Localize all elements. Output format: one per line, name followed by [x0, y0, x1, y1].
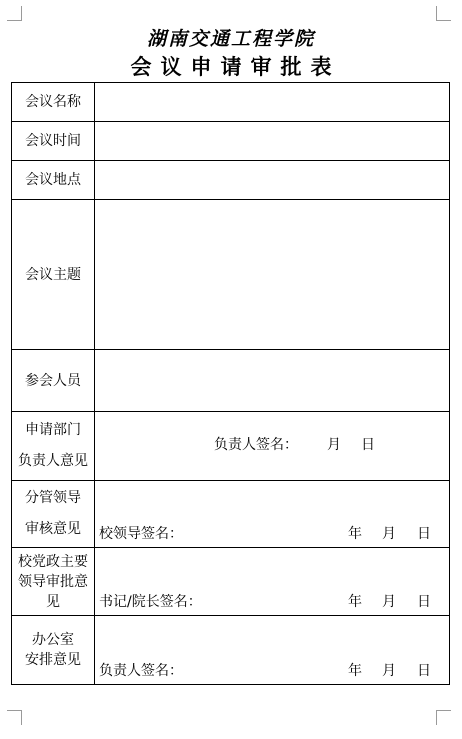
crop-mark-bottom-right — [436, 710, 451, 725]
form-title: 会议申请审批表 — [130, 55, 341, 79]
label-leader-review — [12, 481, 95, 548]
row-principal-approval — [12, 548, 450, 616]
school-name: 湖南交通工程学院 — [146, 28, 315, 50]
crop-mark-bottom-left — [7, 710, 22, 725]
label-principal-approval-line1: 校党政主要 — [18, 553, 88, 570]
leader-day-label: 日 — [417, 526, 431, 542]
field-attendees[interactable] — [95, 350, 450, 412]
label-leader-review-line1: 分管领导 — [25, 490, 81, 506]
label-office-arrangement-line2: 安排意见 — [25, 652, 81, 668]
label-principal-approval — [12, 548, 95, 616]
leader-signature-label: 校领导签名： — [99, 526, 183, 542]
label-leader-review-line2: 审核意见 — [25, 521, 81, 537]
row-office-arrangement — [12, 616, 450, 685]
row-attendees — [12, 350, 450, 412]
field-meeting-place[interactable] — [95, 161, 450, 200]
application-form-table — [11, 82, 450, 685]
crop-mark-top-right — [436, 6, 451, 21]
field-meeting-topic[interactable] — [95, 200, 450, 350]
field-office-arrangement[interactable] — [95, 616, 450, 685]
office-year-label: 年 — [348, 663, 362, 679]
field-meeting-time[interactable] — [95, 122, 450, 161]
field-leader-review[interactable] — [95, 481, 450, 548]
label-dept-opinion-line1: 申请部门 — [25, 422, 81, 438]
row-dept-opinion — [12, 412, 450, 481]
office-month-label: 月 — [382, 663, 396, 679]
label-meeting-place: 会议地点 — [12, 161, 95, 200]
field-principal-approval[interactable] — [95, 548, 450, 616]
label-principal-approval-line2: 领导审批意 — [18, 573, 88, 590]
office-signature-label: 负责人签名： — [99, 663, 183, 679]
label-office-arrangement — [12, 616, 95, 685]
label-dept-opinion — [12, 412, 95, 481]
row-meeting-time — [12, 122, 450, 161]
principal-day-label: 日 — [417, 594, 431, 610]
label-office-arrangement-line1: 办公室 — [32, 632, 74, 648]
leader-year-label: 年 — [348, 526, 362, 542]
row-meeting-name — [12, 83, 450, 122]
principal-year-label: 年 — [348, 594, 362, 610]
label-meeting-time: 会议时间 — [12, 122, 95, 161]
dept-month-label: 月 — [327, 437, 341, 453]
label-principal-approval-line3: 见 — [46, 593, 60, 610]
label-attendees: 参会人员 — [12, 350, 95, 412]
dept-day-label: 日 — [361, 437, 375, 453]
crop-mark-top-left — [7, 6, 22, 21]
principal-signature-label: 书记/院长签名： — [99, 594, 202, 610]
leader-month-label: 月 — [382, 526, 396, 542]
row-meeting-topic — [12, 200, 450, 350]
dept-signature-label: 负责人签名： — [214, 437, 298, 453]
label-dept-opinion-line2: 负责人意见 — [18, 453, 88, 469]
row-leader-review — [12, 481, 450, 548]
label-meeting-name: 会议名称 — [12, 83, 95, 122]
field-meeting-name[interactable] — [95, 83, 450, 122]
label-meeting-topic: 会议主题 — [12, 200, 95, 350]
row-meeting-place — [12, 161, 450, 200]
principal-month-label: 月 — [382, 594, 396, 610]
office-day-label: 日 — [417, 663, 431, 679]
field-dept-opinion[interactable] — [95, 412, 450, 481]
